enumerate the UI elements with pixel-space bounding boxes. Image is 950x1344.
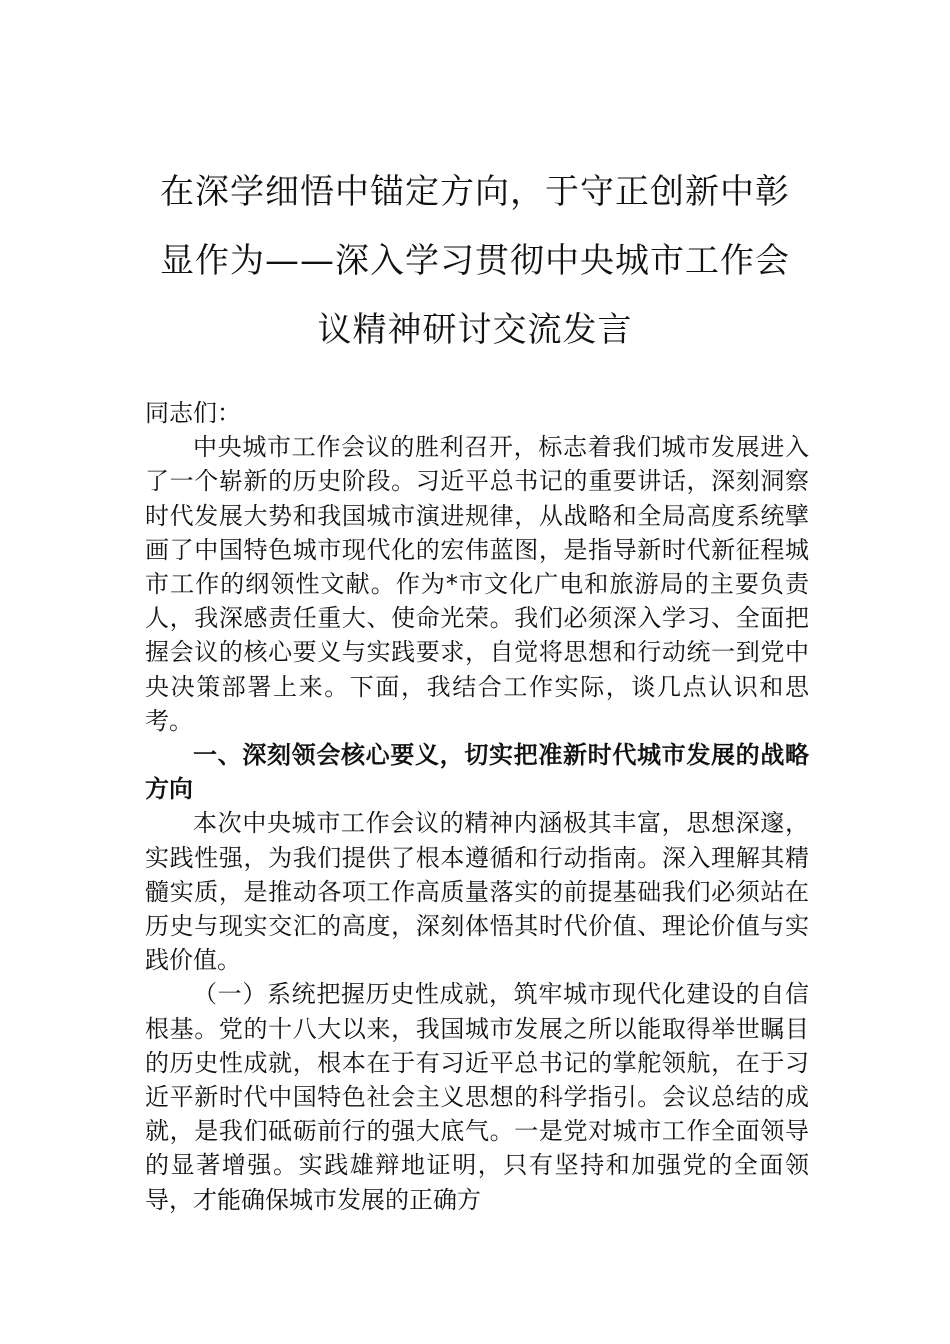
section-heading-1: 一、深刻领会核心要义，切实把准新时代城市发展的战略方向 bbox=[145, 741, 809, 804]
paragraph-section-1: 本次中央城市工作会议的精神内涵极其丰富，思想深邃，实践性强，为我们提供了根本遵循和行动指南。深入理解其精髓实质，是推动各项工作高质量落实的前提基础我们必须站在历史与现实交汇的高度，深刻体悟其时代价值、理论价值与实践价值。 bbox=[145, 809, 809, 975]
greeting: 同志们： bbox=[145, 399, 241, 427]
title-line-1: 在深学细悟中锚定方向，于守正创新中彰 bbox=[160, 172, 790, 212]
paragraph-subsection-1: （一）系统把握历史性成就，筑牢城市现代化建设的自信根基。党的十八大以来，我国城市发展之所以能取得举世瞩目的历史性成就，根本在于有习近平总书记的掌舵领航，在于习近平新时代中国特色社会主义思想的科学指引。会议总结的成就，是我们砥砺前行的强大底气。一是党对城市工作全面领导的显著增强。实践雄辩地证明，只有坚持和加强党的全面领导，才能确保城市发展的正确方 bbox=[145, 980, 809, 1214]
paragraph-intro: 中央城市工作会议的胜利召开，标志着我们城市发展进入了一个崭新的历史阶段。习近平总书记的重要讲话，深刻洞察时代发展大势和我国城市演进规律，从战略和全局高度系统擘画了中国特色城市现代化的宏伟蓝图，是指导新时代新征程城市工作的纲领性文献。作为*市文化广电和旅游局的主要负责人，我深感责任重大、使命光荣。我们必须深入学习、全面把握会议的核心要义与实践要求，自觉将思想和行动统一到党中央决策部署上来。下面，我结合工作实际，谈几点认识和思考。 bbox=[145, 433, 809, 735]
document-title bbox=[140, 158, 810, 365]
title-line-3: 议精神研讨交流发言 bbox=[317, 310, 633, 350]
document-body bbox=[145, 396, 809, 1217]
title-line-2: 显作为——深入学习贯彻中央城市工作会 bbox=[160, 241, 790, 281]
